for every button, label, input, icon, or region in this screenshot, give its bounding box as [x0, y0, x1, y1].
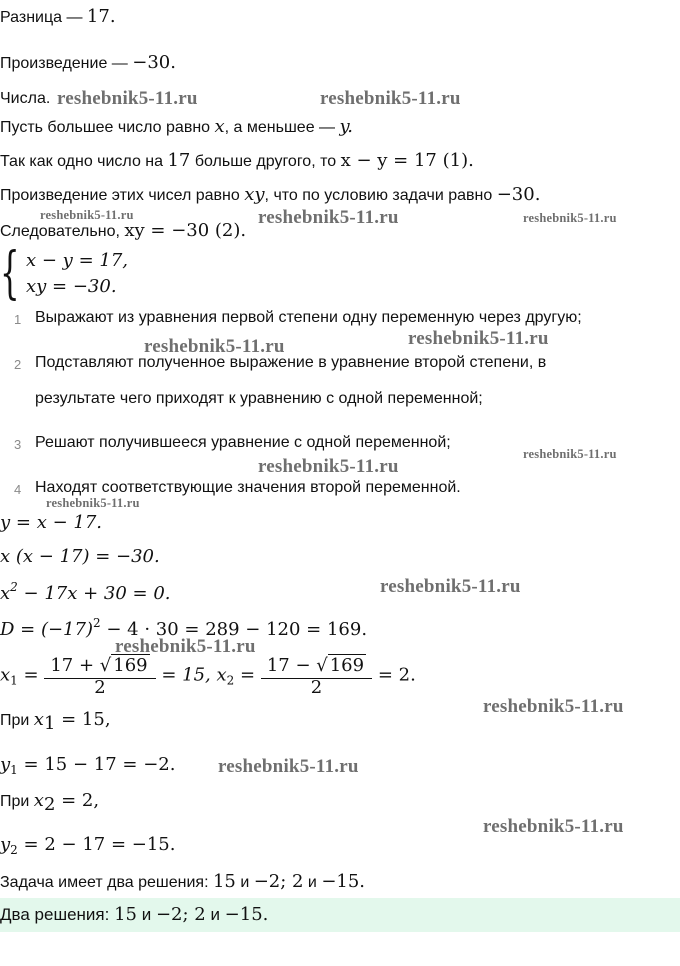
substitution: x (x − 17) = −30. [0, 546, 160, 567]
watermark: reshebnik5-11.ru [483, 816, 624, 837]
roots-formula: $x_1$ = $\frac{17 + √ 169}{2}$ = 15, $x_2$ = $\frac{17 - √ 169}{2}$ = 2. [0, 655, 416, 693]
hence-line: Следовательно, xy = −30 (2). [0, 220, 247, 241]
step-text-continued: результате чего приходят к уравнению с одной переменной; [35, 390, 483, 407]
step-text: Решают получившееся уравнение с одной переменной; [35, 434, 451, 451]
case-x2: При $x_2 = 2$, [0, 790, 100, 815]
product-condition: Произведение этих чисел равно xy, что по условию задачи равно −30. [0, 184, 541, 205]
step-number: 2 [14, 357, 22, 372]
difference-value: 17. [86, 6, 116, 27]
watermark: reshebnik5-11.ru [320, 88, 461, 109]
watermark: reshebnik5-11.ru [523, 447, 617, 461]
step-number: 4 [14, 482, 22, 497]
step-number: 3 [14, 437, 22, 452]
assumption-line: Пусть большее число равно x, а меньшее — y. [0, 116, 353, 137]
step-text: Подставляют полученное выражение в уравнение второй степени, в [35, 354, 547, 371]
watermark: reshebnik5-11.ru [258, 207, 399, 228]
watermark: reshebnik5-11.ru [483, 696, 624, 717]
step-text: Выражают из уравнения первой степени одну переменную через другую; [35, 309, 582, 326]
x2-fraction: $\frac{17 - √ 169}{2}$ [261, 654, 372, 693]
watermark: reshebnik5-11.ru [144, 336, 285, 357]
watermark: reshebnik5-11.ru [218, 756, 359, 777]
case-x1: При $x_1 = 15$, [0, 709, 111, 734]
watermark: reshebnik5-11.ru [40, 208, 134, 222]
difference-condition: Так как одно число на 17 больше другого, то x − y = 17 (1). [0, 150, 474, 171]
y-expression: y = x − 17. [0, 512, 102, 533]
watermark: reshebnik5-11.ru [258, 456, 399, 477]
step-text: Находят соответствующие значения второй переменной. [35, 479, 461, 496]
step-number: 1 [14, 312, 22, 327]
answer-box [0, 898, 680, 932]
equation-2: xy = −30 (2). [124, 220, 247, 241]
watermark: reshebnik5-11.ru [408, 328, 549, 349]
system-equation-2: xy = −30. [26, 276, 117, 297]
watermark: reshebnik5-11.ru [380, 576, 521, 597]
difference-line: Разница — 17. [0, 6, 116, 27]
watermark: reshebnik5-11.ru [57, 88, 198, 109]
numbers-heading: Числа. [0, 90, 51, 107]
watermark: reshebnik5-11.ru [46, 496, 140, 510]
y2-value: $y_2 = 2 - 17 = -15$. [0, 834, 176, 857]
conclusion: Задача имеет два решения: 15 и −2; 2 и −15. [0, 871, 366, 892]
system-brace: { [0, 241, 20, 306]
answer-text: Два решения: 15 и −2; 2 и −15. [0, 904, 269, 925]
product-line: Произведение — −30. [0, 52, 176, 73]
product-value: −30. [132, 52, 176, 73]
system-equation-1: x − y = 17, [26, 250, 128, 271]
equation-1: x − y = 17 (1). [340, 150, 474, 171]
watermark: reshebnik5-11.ru [523, 211, 617, 225]
discriminant: $D = (-17)^2 - 4 \cdot 30 = 289 - 120 = 169$. [0, 616, 368, 640]
quadratic-equation: $x^2 - 17x + 30 = 0$. [0, 580, 171, 604]
watermark: reshebnik5-11.ru [115, 636, 256, 657]
y1-value: $y_1 = 15 - 17 = -2$. [0, 754, 176, 777]
x1-fraction: $\frac{17 + √ 169}{2}$ [44, 654, 155, 693]
